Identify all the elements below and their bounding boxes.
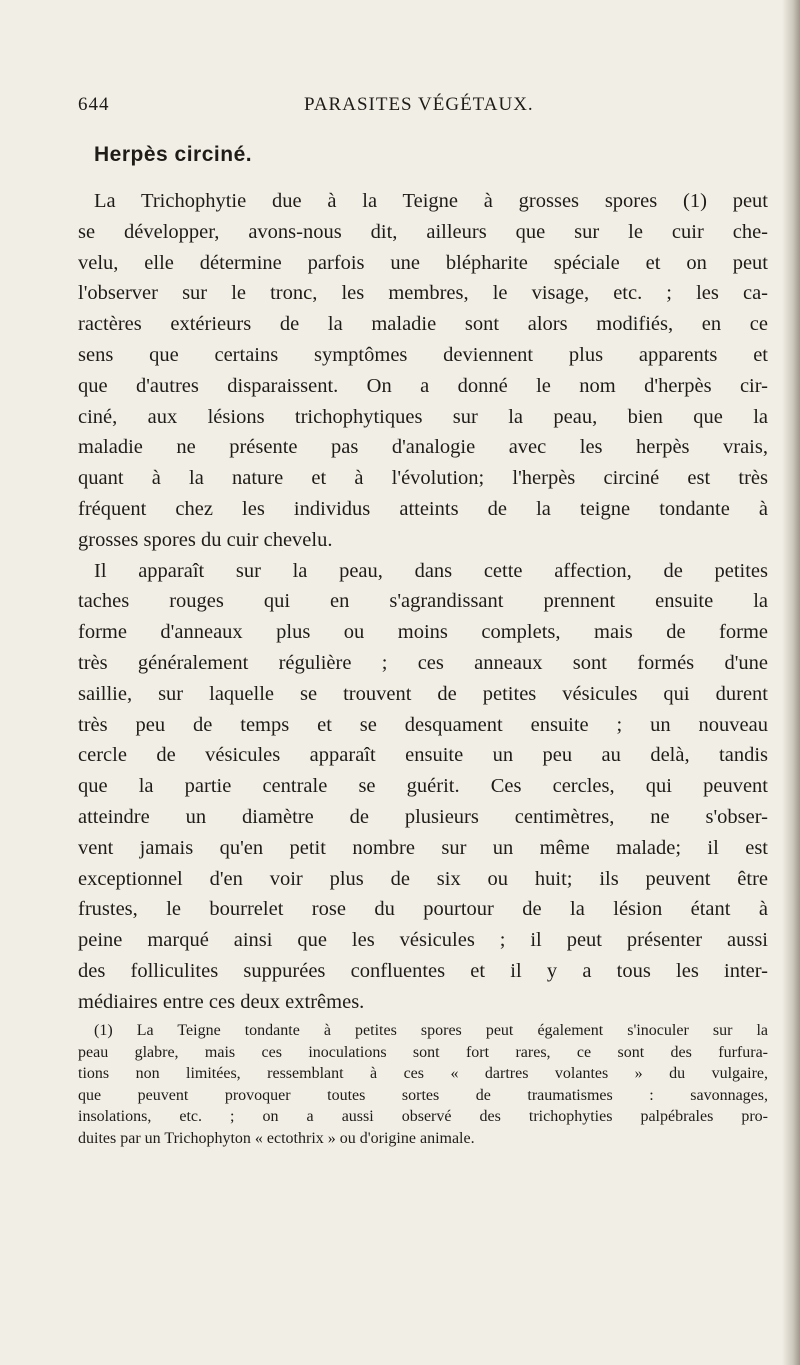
footnote-line: que peuvent provoquer toutes sortes de traumatismes : savonnages, [78, 1086, 768, 1104]
text-line: ractères extérieurs de la maladie sont alors modifiés, en ce [78, 313, 768, 336]
footnote-line: duites par un Trichophyton « ectothrix » ou d'origine animale. [78, 1129, 475, 1147]
text-line: peine marqué ainsi que les vésicules ; il peut présenter aussi [78, 929, 768, 952]
footnote-line: insolations, etc. ; on a aussi observé des trichophyties palpébrales pro- [78, 1108, 768, 1125]
text-line: frustes, le bourrelet rose du pourtour de la lésion étant à [78, 898, 768, 921]
text-line: velu, elle détermine parfois une blépharite spéciale et on peut [78, 251, 768, 274]
text-line: se développer, avons-nous dit, ailleurs que sur le cuir che- [78, 220, 768, 243]
text-line: sens que certains symptômes deviennent plus apparents et [78, 343, 768, 366]
text-line: saillie, sur laquelle se trouvent de petites vésicules qui durent [78, 682, 768, 705]
text-line: médiaires entre ces deux extrêmes. [78, 990, 365, 1013]
text-line: fréquent chez les individus atteints de la teigne tondante à [78, 497, 768, 520]
running-header [78, 94, 718, 118]
text-line: très peu de temps et se desquament ensuite ; un nouveau [78, 713, 768, 736]
text-line: exceptionnel d'en voir plus de six ou huit; ils peuvent être [78, 867, 768, 890]
page-edge-shadow [782, 0, 800, 1365]
footnote-line: peau glabre, mais ces inoculations sont fort rares, ce sont des furfura- [78, 1043, 768, 1061]
text-line: vent jamais qu'en petit nombre sur un même malade; il est [78, 836, 768, 859]
page-number: 644 [78, 94, 110, 115]
text-line: forme d'anneaux plus ou moins complets, mais de forme [78, 621, 768, 644]
body-text [78, 186, 768, 1018]
text-line: grosses spores du cuir chevelu. [78, 528, 333, 551]
footnote [78, 1020, 768, 1149]
text-line: maladie ne présente pas d'analogie avec les herpès vrais, [78, 436, 768, 459]
text-line: que d'autres disparaissent. On a donné le nom d'herpès cir- [78, 374, 768, 397]
text-line: Il apparaît sur la peau, dans cette affection, de petites [94, 559, 768, 582]
text-line: La Trichophytie due à la Teigne à grosses spores (1) peut [94, 190, 768, 212]
text-line: quant à la nature et à l'évolution; l'herpès circiné est très [78, 467, 768, 490]
text-line: l'observer sur le tronc, les membres, le visage, etc. ; les ca- [78, 282, 768, 305]
section-title: Herpès circiné. [94, 143, 253, 166]
text-line: que la partie centrale se guérit. Ces cercles, qui peuvent [78, 775, 768, 798]
footnote-line: (1) La Teigne tondante à petites spores peut également s'inoculer sur la [94, 1022, 768, 1039]
text-line: très généralement régulière ; ces anneaux sont formés d'une [78, 651, 768, 674]
text-line: atteindre un diamètre de plusieurs centimètres, ne s'obser- [78, 805, 768, 828]
text-line: des folliculites suppurées confluentes et il y a tous les inter- [78, 959, 768, 982]
text-line: taches rouges qui en s'agrandissant prennent ensuite la [78, 590, 768, 613]
text-line: ciné, aux lésions trichophytiques sur la peau, bien que la [78, 405, 768, 428]
footnote-line: tions non limitées, ressemblant à ces « dartres volantes » du vulgaire, [78, 1065, 768, 1082]
text-line: cercle de vésicules apparaît ensuite un peu au delà, tandis [78, 744, 768, 767]
running-title: PARASITES VÉGÉTAUX. [304, 94, 534, 115]
